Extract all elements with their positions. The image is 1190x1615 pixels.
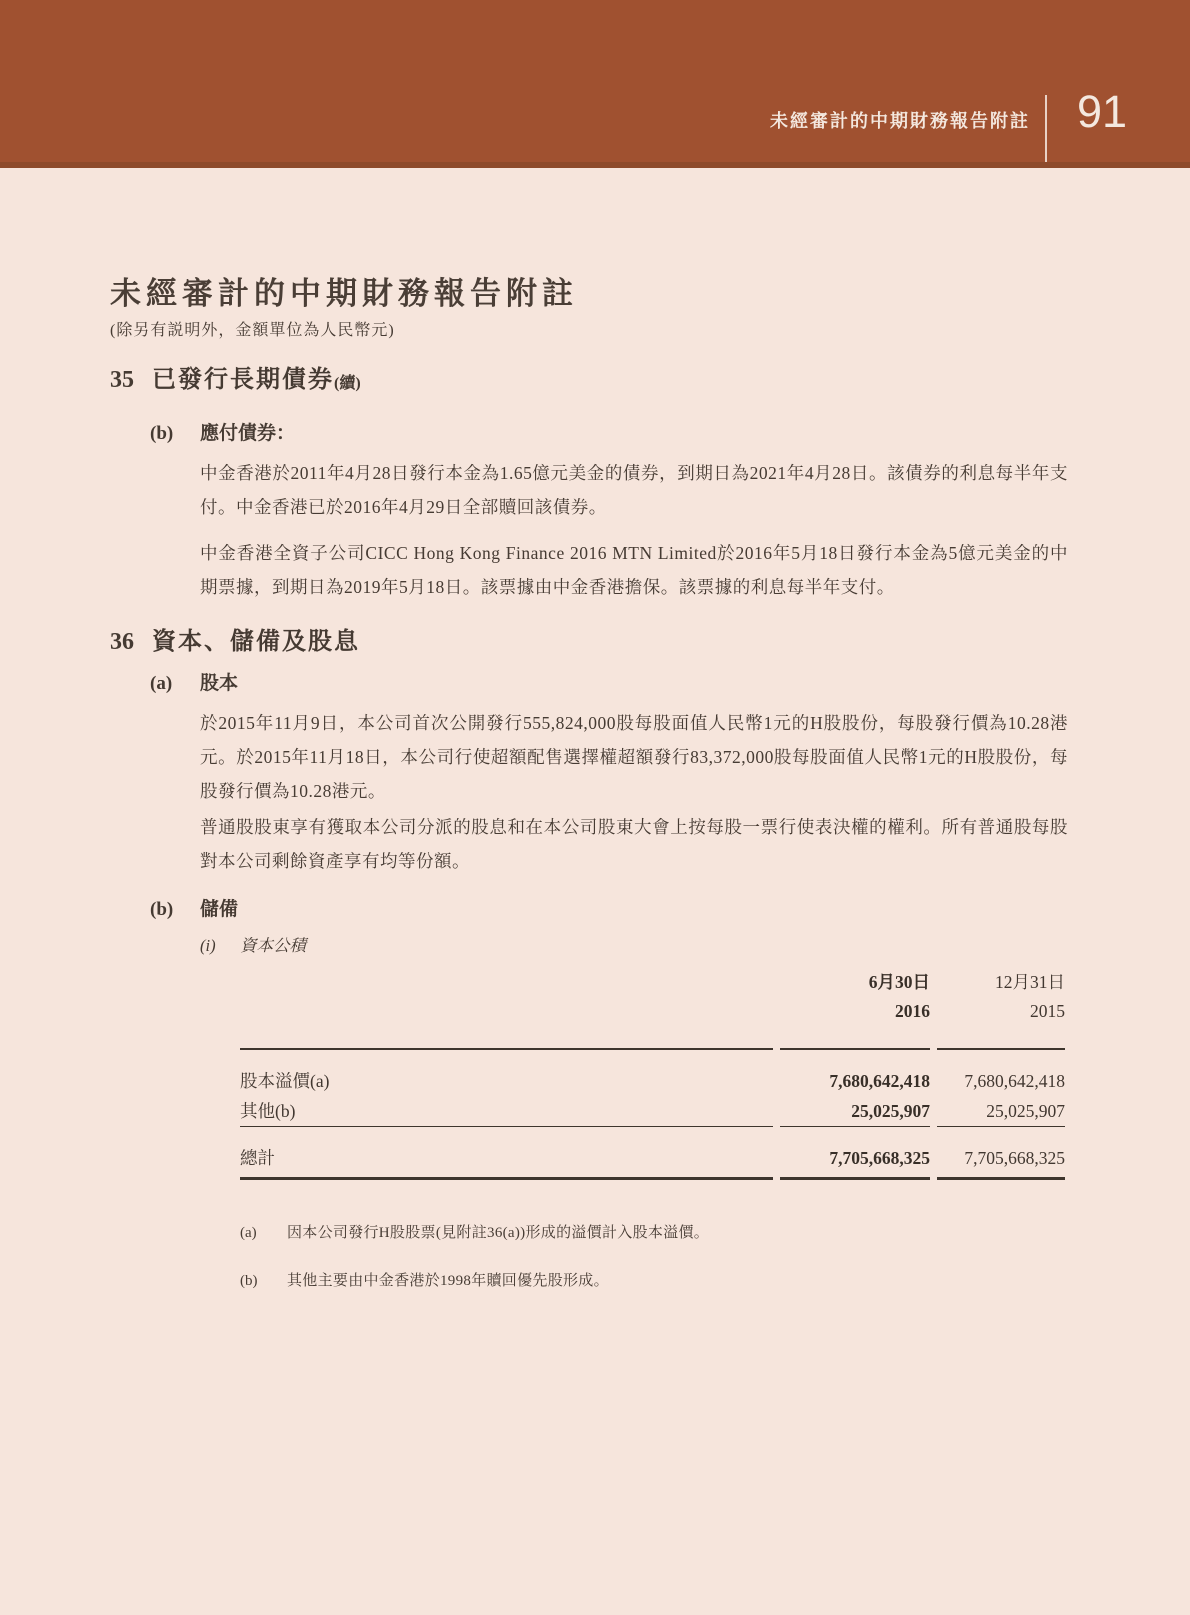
page-content (110, 168, 1068, 1292)
footnote-a-text: 因本公司發行H股股票(見附註36(a))形成的溢價計入股本溢價。 (287, 1225, 710, 1241)
section-36-title: 資本、儲備及股息 (152, 629, 360, 655)
row-value-2015: 25,025,907 (937, 1096, 1065, 1127)
total-value-2016: 7,705,668,325 (780, 1127, 930, 1180)
header-2015-date: 12月31日 (995, 972, 1065, 992)
table-header-row (240, 968, 1065, 1050)
running-header: 未經審計的中期財務報告附註 (770, 111, 1030, 131)
subsection-36a-title: 股本 (200, 673, 239, 694)
item-i-title: 資本公積 (240, 936, 306, 955)
section-35-number: 35 (110, 367, 134, 393)
row-label: 股本溢價(a) (240, 1071, 330, 1091)
section-35-heading (110, 364, 1068, 400)
subsection-36a-label: (a) (150, 673, 173, 694)
header-divider (1045, 95, 1047, 163)
row-value-2016: 7,680,642,418 (829, 1071, 930, 1091)
footnote-a (240, 1222, 1068, 1244)
header-2016-year: 2016 (895, 1001, 930, 1021)
subsection-35b-label: (b) (150, 423, 174, 444)
section-36-number: 36 (110, 629, 134, 655)
subsection-36b-heading (150, 896, 1068, 924)
footnote-b-label: (b) (240, 1273, 258, 1289)
subsection-36a-heading (150, 670, 1068, 698)
paragraph-mtn-2016: 中金香港全資子公司CICC Hong Kong Finance 2016 MTN Limited於2016年5月18日發行本金為5億元美金的中期票據，到期日為2019年5月18日。該票據由中金香港擔保。該票據的利息每半年支付。 (200, 543, 1068, 597)
page-number: 91 (1076, 86, 1128, 137)
total-label: 總計 (240, 1127, 773, 1180)
footnote-a-label: (a) (240, 1225, 257, 1241)
page-title: 未經審計的中期財務報告附註 (110, 276, 578, 311)
section-35-title: 已發行長期債券 (152, 367, 334, 393)
subsection-36b-label: (b) (150, 899, 174, 920)
table-row (240, 1050, 1065, 1096)
page-subtitle: (除另有説明外，金額單位為人民幣元) (110, 322, 395, 339)
row-value-2015: 7,680,642,418 (964, 1071, 1065, 1091)
header-2016-date: 6月30日 (868, 972, 930, 992)
capital-reserve-table-wrap (233, 968, 1068, 1180)
subsection-35b-heading (150, 420, 1068, 448)
header-2015-column (937, 968, 1065, 1050)
footnote-b (240, 1270, 1068, 1292)
section-36-heading (110, 626, 1068, 658)
footnotes (240, 1222, 1068, 1292)
paragraph-bonds-2011: 中金香港於2011年4月28日發行本金為1.65億元美金的債券，到期日為2021年4月28日。該債券的利息每半年支付。中金香港已於2016年4月29日全部贖回該債券。 (200, 463, 1068, 517)
paragraph-ipo-shares: 於2015年11月9日，本公司首次公開發行555,824,000股每股面值人民幣1元的H股股份，每股發行價為10.28港元。於2015年11月18日，本公司行使超額配售選擇權超額發行83,372,000股每股面值人民幣1元的H股股份，每股發行價為10.28港元。 (200, 713, 1068, 801)
footnote-b-text: 其他主要由中金香港於1998年贖回優先股形成。 (287, 1273, 609, 1289)
section-35-continued-mark: (續) (334, 375, 361, 392)
row-label: 其他(b) (240, 1096, 773, 1127)
capital-reserve-table (233, 968, 1072, 1180)
paragraph-ordinary-shares-rights: 普通股股東享有獲取本公司分派的股息和在本公司股東大會上按每股一票行使表決權的權利。所有普通股每股對本公司剩餘資產享有均等份額。 (200, 817, 1068, 871)
item-i-label: (i) (200, 936, 216, 955)
table-row (240, 1096, 1065, 1127)
item-i-capital-reserve (200, 934, 1068, 958)
total-value-2015: 7,705,668,325 (937, 1127, 1065, 1180)
header-empty-cell (240, 968, 773, 1050)
table-total-row (240, 1127, 1065, 1180)
page-header-band (0, 0, 1190, 168)
subsection-35b-title: 應付債券： (200, 423, 296, 444)
header-2015-year: 2015 (1030, 1001, 1065, 1021)
row-value-2016: 25,025,907 (780, 1096, 930, 1127)
header-2016-column (780, 968, 930, 1050)
subsection-36b-title: 儲備 (200, 899, 239, 920)
